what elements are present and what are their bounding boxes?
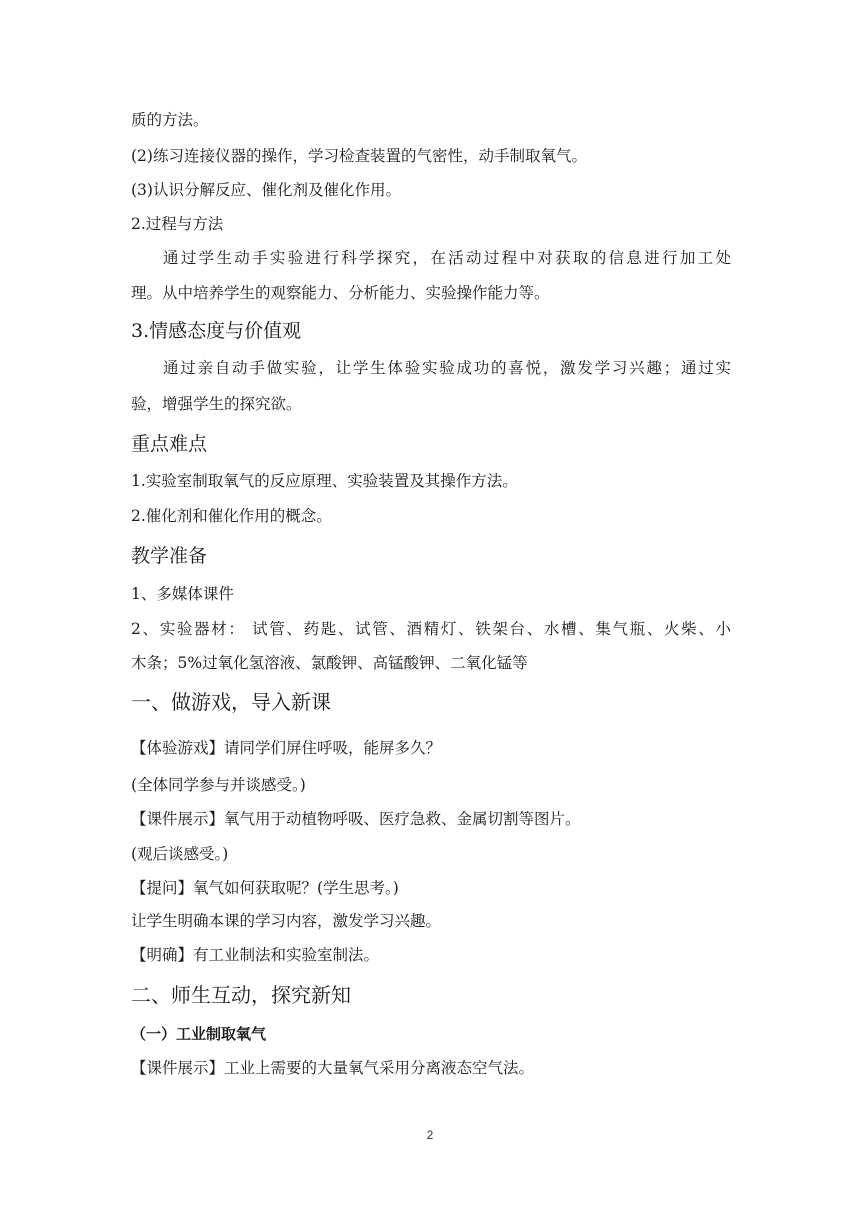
text-line: (2)练习连接仪器的操作，学习检查装置的气密性，动手制取氧气。 (131, 147, 587, 165)
paragraph-line: 通过亲自动手做实验，让学生体验实验成功的喜悦，激发学习兴趣；通过实 (163, 359, 731, 377)
text-line: 质的方法。 (131, 111, 209, 129)
section-heading: 2.过程与方法 (131, 215, 224, 233)
text-line: (3)认识分解反应、催化剂及催化作用。 (131, 181, 401, 199)
text-line: 1.实验室制取氧气的反应原理、实验装置及其操作方法。 (131, 472, 518, 490)
section-heading: 重点难点 (131, 433, 208, 455)
text-line: 木条；5%过氧化氢溶液、氯酸钾、高锰酸钾、二氧化锰等 (131, 654, 528, 672)
text-line: 【课件展示】工业上需要的大量氧气采用分离液态空气法。 (131, 1059, 535, 1077)
text-line: 2.催化剂和催化作用的概念。 (131, 507, 332, 525)
paragraph-line: 理。从中培养学生的观察能力、分析能力、实验操作能力等。 (131, 284, 550, 302)
text-line: (全体同学参与并谈感受。) (131, 776, 306, 794)
text-line: 【体验游戏】请同学们屏住呼吸，能屏多久？ (131, 739, 442, 757)
text-line: 【明确】有工业制法和实验室制法。 (131, 946, 380, 964)
section-heading: 二、师生互动，探究新知 (131, 983, 351, 1007)
text-line: 1、多媒体课件 (131, 585, 234, 603)
section-heading: 3.情感态度与价值观 (131, 320, 302, 342)
subsection-heading: （一）工业制取氧气 (131, 1025, 267, 1043)
text-line: 【提问】氧气如何获取呢？(学生思考。) (131, 879, 399, 897)
paragraph-line: 验，增强学生的探究欲。 (131, 395, 302, 413)
text-line: (观后谈感受。) (131, 845, 229, 863)
section-heading: 一、做游戏，导入新课 (131, 690, 331, 714)
paragraph-line: 通过学生动手实验进行科学探究，在活动过程中对获取的信息进行加工处 (163, 249, 731, 267)
page-number: 2 (426, 1128, 434, 1142)
text-line: 让学生明确本课的学习内容，激发学习兴趣。 (131, 912, 442, 930)
section-heading: 教学准备 (131, 545, 208, 567)
text-line: 【课件展示】氧气用于动植物呼吸、医疗急救、金属切割等图片。 (131, 810, 581, 828)
text-line: 2、实验器材： 试管、药匙、试管、酒精灯、铁架台、水槽、集气瓶、火柴、小 (131, 620, 731, 638)
